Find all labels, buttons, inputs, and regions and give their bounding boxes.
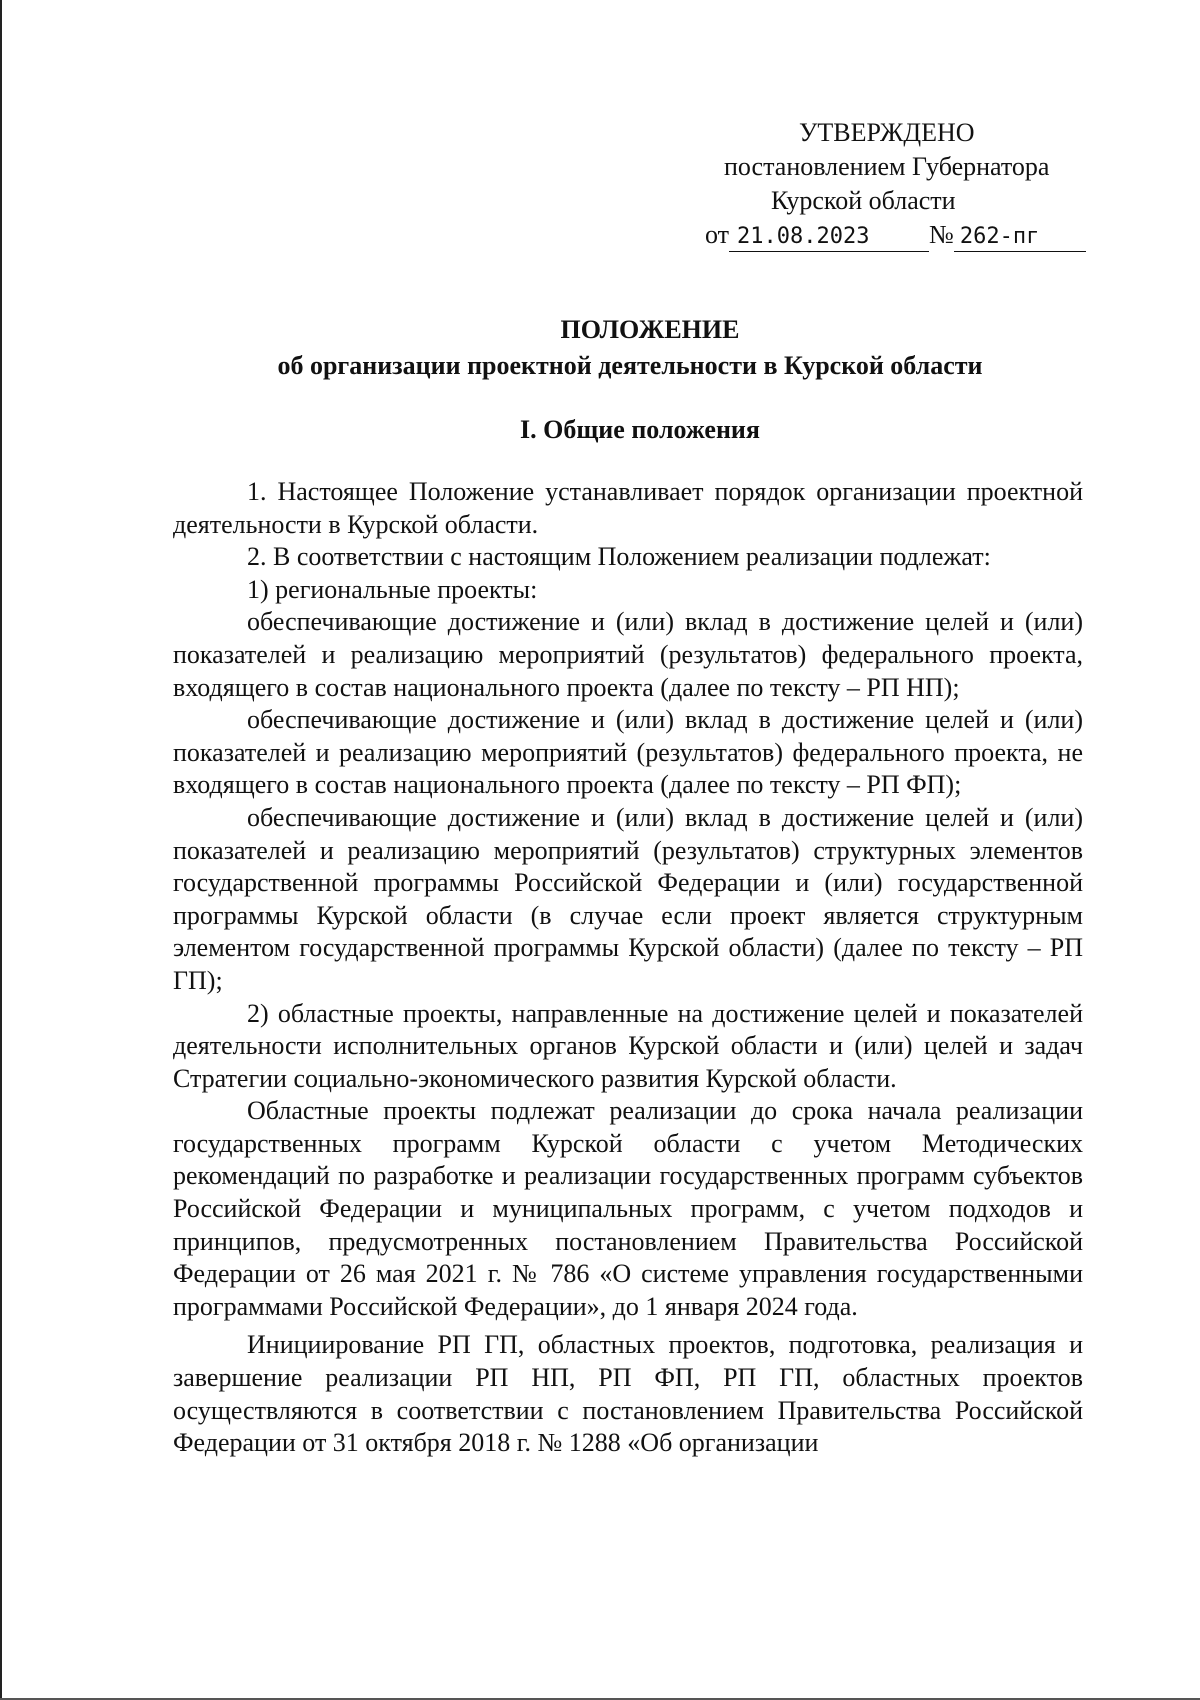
date-prefix: от (705, 220, 730, 249)
document-subtitle: об организации проектной деятельности в Курской области (277, 351, 983, 380)
approval-region-line: Курской области (771, 186, 956, 215)
paragraph: обеспечивающие достижение и (или) вклад в достижение целей и (или) показателей и реализацию мероприятий (результатов) федерального проекта, не входящего в состав национального проекта (далее по тексту – РП ФП); (173, 705, 1083, 800)
paragraph: обеспечивающие достижение и (или) вклад в достижение целей и (или) показателей и реализацию мероприятий (результатов) структурных элементов государственной программы Российской Федерации и (или) государственной программы Курской области (в случае если проект является структурным элементом государственной программы Курской области) (далее по тексту – РП ГП); (173, 802, 1083, 995)
paragraph: 1) региональные проекты: (247, 574, 538, 604)
paragraph: 2) областные проекты, направленные на достижение целей и показателей деятельности исполнительных органов Курской области и (или) целей и задач Стратегии социально-экономического развития Курской области. (173, 998, 1083, 1093)
approval-number: 262-пг (954, 223, 1086, 252)
approval-date: 21.08.2023 (729, 223, 929, 252)
paragraph: 2. В соответствии с настоящим Положением реализации подлежат: (247, 542, 991, 572)
document-title-block (170, 312, 1090, 384)
paragraph: Областные проекты подлежат реализации до срока начала реализации государственных программ Курской области с учетом Методических рекомендаций по разработке и реализации государственных программ субъектов Российской Федерации и муниципальных программ, с учетом подходов и принципов, предусмотренных постановлением Правительства Российской Федерации от 26 мая 2021 г. № 786 «О системе управления государственными программами Российской Федерации», до 1 января 2024 года. (173, 1096, 1083, 1321)
paragraph: Инициирование РП ГП, областных проектов, подготовка, реализация и завершение реализации РП НП, РП ФП, РП ГП, областных проектов осуществляются в соответствии с постановлением Правительства Российской Федерации от 31 октября 2018 г. № 1288 «Об организации (173, 1330, 1083, 1458)
paragraph: обеспечивающие достижение и (или) вклад в достижение целей и (или) показателей и реализацию мероприятий (результатов) федерального проекта, входящего в состав национального проекта (далее по тексту – РП НП); (173, 607, 1083, 702)
approval-by-line: постановлением Губернатора (724, 152, 1050, 181)
paragraph: 1. Настоящее Положение устанавливает порядок организации проектной деятельности в Курской области. (173, 477, 1083, 539)
scan-edge-left (0, 0, 2, 1700)
section-heading: I. Общие положения (520, 415, 760, 444)
document-body (173, 476, 1083, 1460)
approval-date-line (690, 218, 1090, 252)
approval-stamp-block (690, 116, 1090, 252)
approval-label: УТВЕРЖДЕНО (799, 118, 975, 147)
number-prefix: № (929, 220, 954, 249)
document-title: ПОЛОЖЕНИЕ (560, 315, 740, 344)
